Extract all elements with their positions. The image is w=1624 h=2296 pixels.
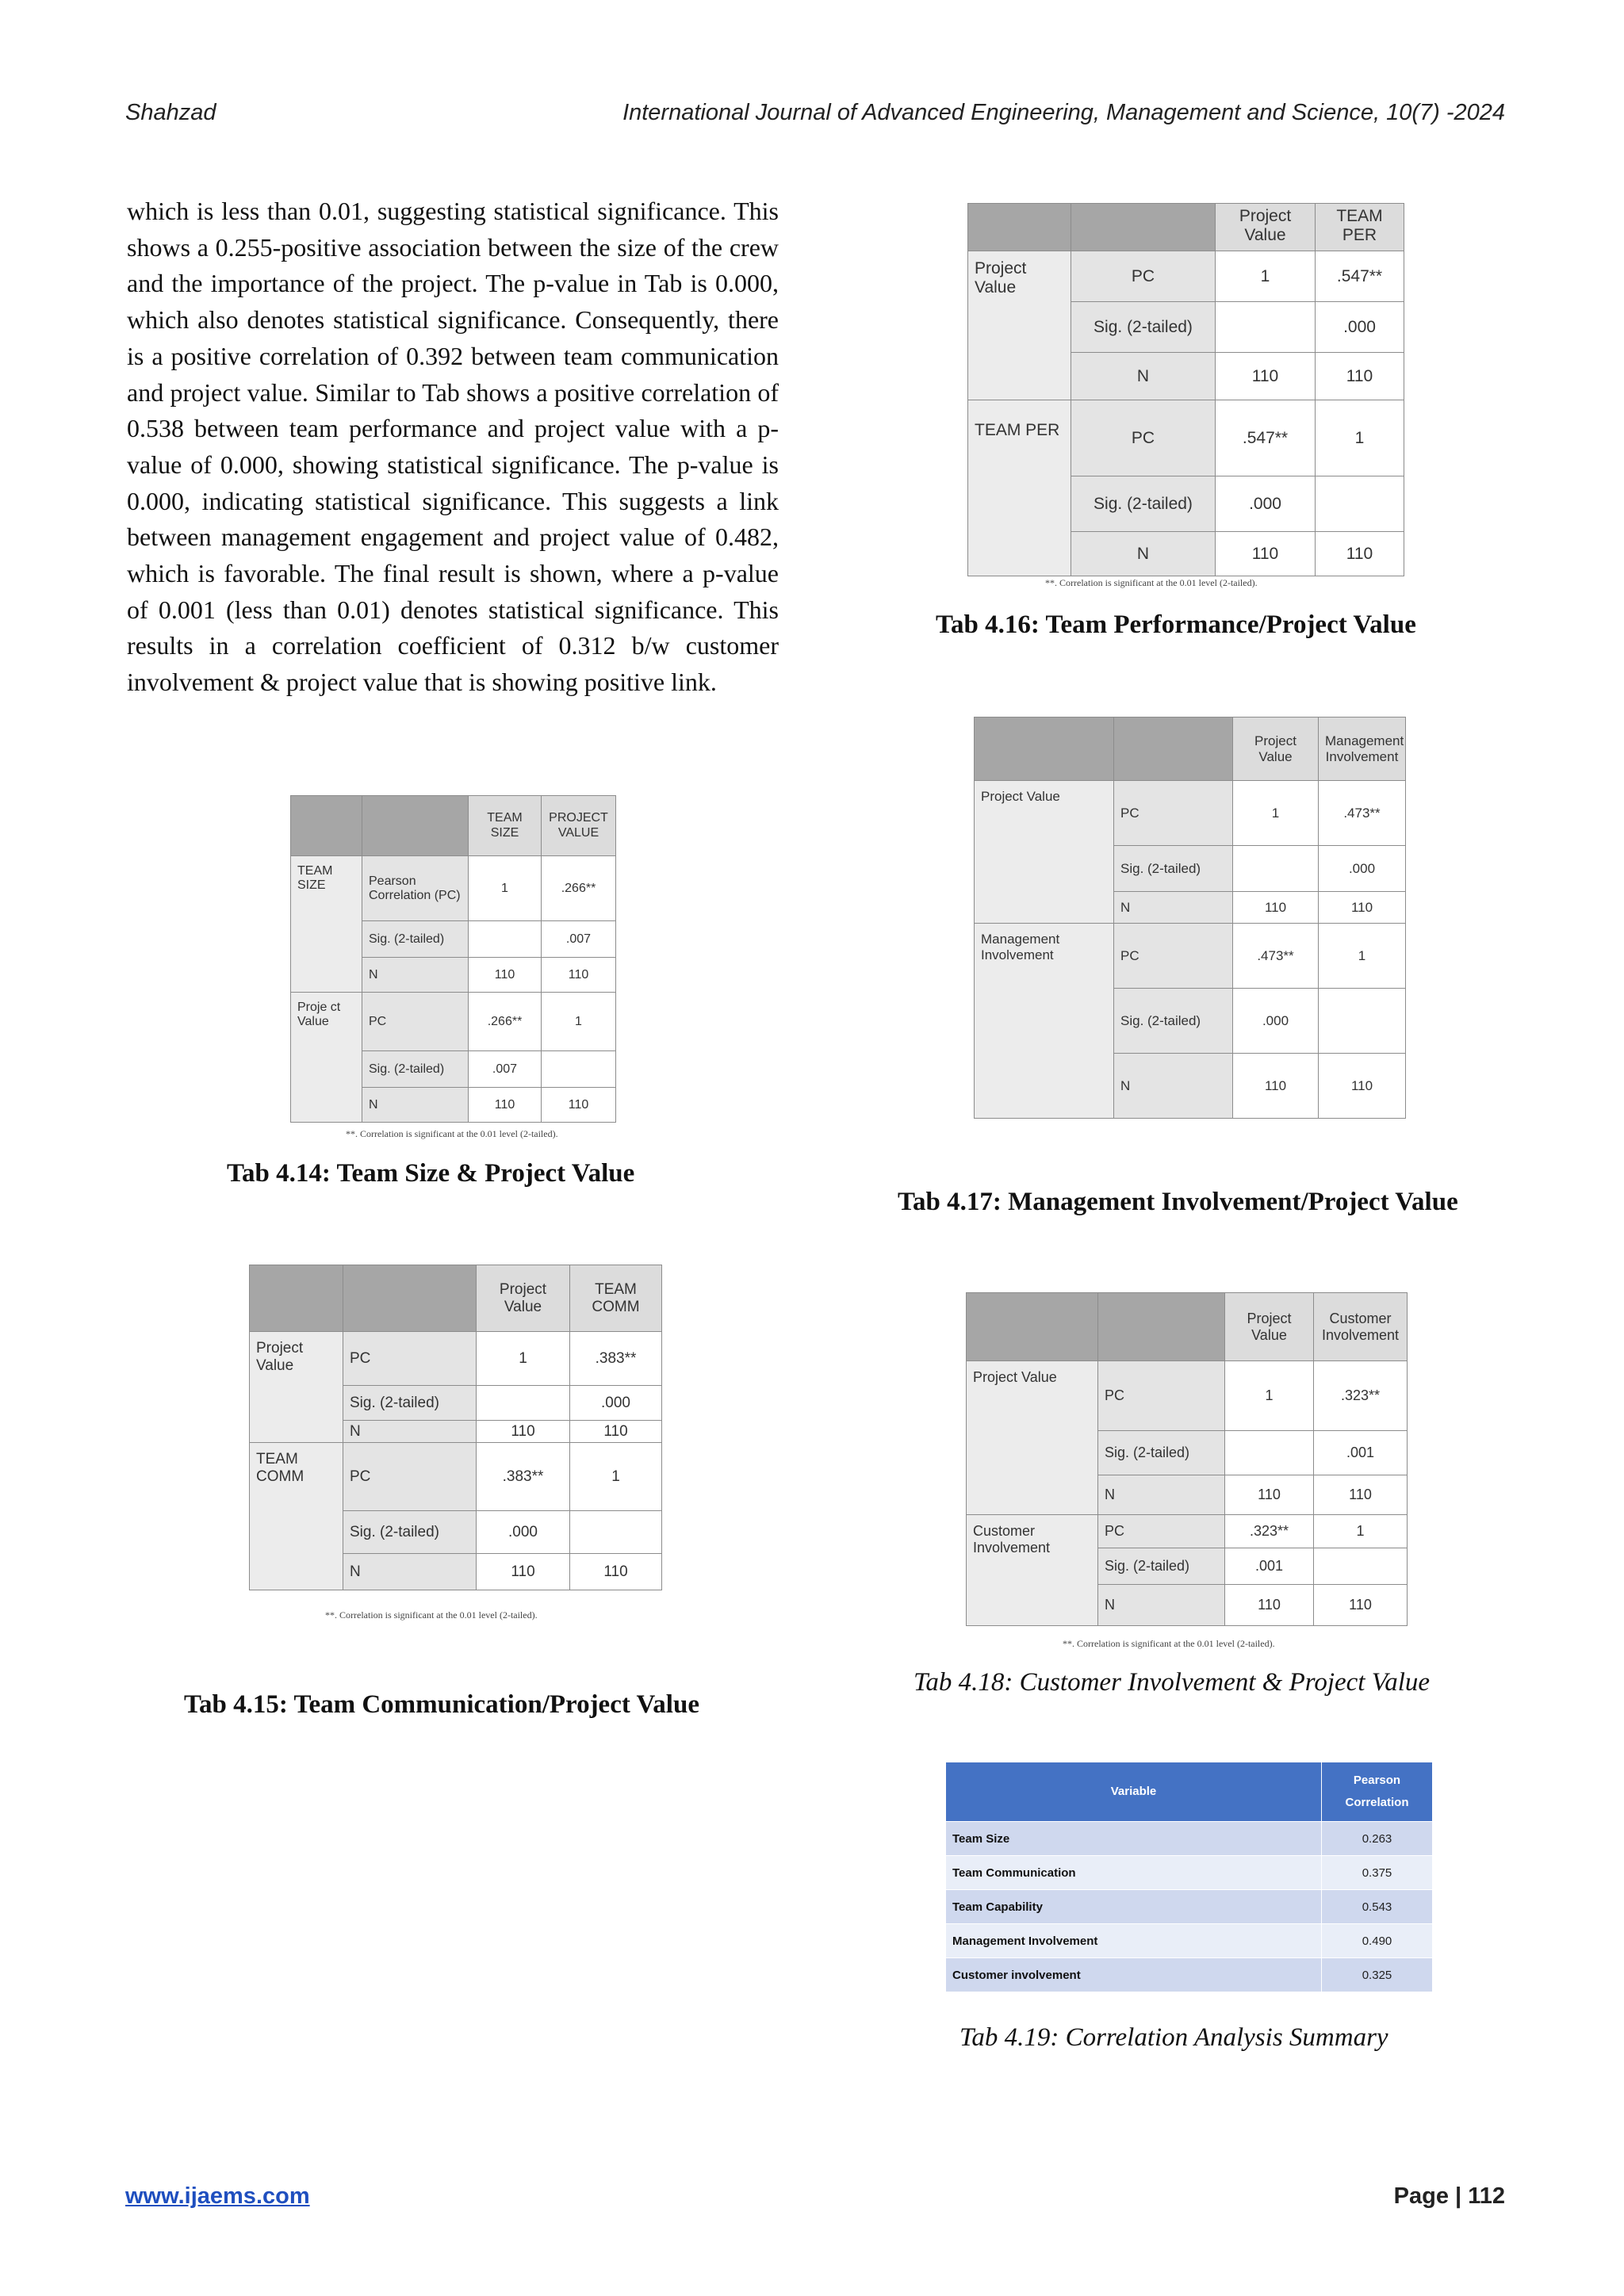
stat-label: N — [362, 958, 469, 993]
correlation-value: 0.325 — [1322, 1958, 1433, 1992]
correlation-value: 0.543 — [1322, 1890, 1433, 1924]
stat-label: Sig. (2-tailed) — [1114, 989, 1233, 1054]
table-cell: 1 — [542, 993, 616, 1051]
table-cell: 110 — [542, 958, 616, 993]
table-cell: 1 — [1233, 781, 1319, 846]
table-cell: 110 — [469, 958, 542, 993]
column-header: PROJECT VALUE — [542, 796, 616, 856]
column-header: TEAM PER — [1316, 204, 1404, 251]
header-corner — [967, 1293, 1098, 1361]
stat-label: N — [1114, 892, 1233, 924]
table-cell: .007 — [542, 921, 616, 958]
header-corner — [250, 1265, 343, 1332]
table-cell: 110 — [1216, 532, 1316, 576]
table-cell: .000 — [1319, 846, 1406, 892]
table-cell: .547** — [1216, 400, 1316, 476]
stat-label: PC — [343, 1332, 477, 1386]
table-cell: .383** — [477, 1443, 570, 1511]
variable-name: Customer involvement — [946, 1958, 1322, 1992]
stat-label: PC — [343, 1443, 477, 1511]
column-header: TEAM COMM — [570, 1265, 662, 1332]
table-cell: .007 — [469, 1051, 542, 1088]
stat-label: Sig. (2-tailed) — [1098, 1548, 1225, 1585]
running-head-journal: International Journal of Advanced Engineering, Management and Science, 10(7) -2024 — [622, 100, 1505, 125]
table-4-14 — [290, 795, 616, 1123]
page-number: Page | 112 — [1393, 2183, 1505, 2209]
table-cell: 110 — [1314, 1475, 1408, 1515]
row-label: Proje ct Value — [291, 993, 362, 1123]
stat-label: N — [1098, 1475, 1225, 1515]
table-cell: .323** — [1225, 1515, 1314, 1548]
table-cell — [570, 1511, 662, 1554]
table-cell: 110 — [1319, 892, 1406, 924]
table-4-16 — [967, 203, 1404, 576]
stat-label: N — [1071, 532, 1216, 576]
table-cell — [477, 1386, 570, 1421]
stat-label: Sig. (2-tailed) — [1114, 846, 1233, 892]
column-header: Management Involvement — [1319, 718, 1406, 781]
table-cell: 110 — [542, 1088, 616, 1123]
stat-label: Pearson Correlation (PC) — [362, 856, 469, 921]
table-cell: .000 — [477, 1511, 570, 1554]
table-4-18 — [966, 1292, 1408, 1626]
header-corner — [1071, 204, 1216, 251]
column-header: Variable — [946, 1762, 1322, 1822]
variable-name: Team Size — [946, 1822, 1322, 1856]
header-corner — [1114, 718, 1233, 781]
column-header: Project Value — [1216, 204, 1316, 251]
row-label: TEAM COMM — [250, 1443, 343, 1590]
table-cell: 110 — [1216, 353, 1316, 400]
table-row — [946, 1958, 1433, 1992]
table-cell: 110 — [469, 1088, 542, 1123]
table-row — [946, 1856, 1433, 1890]
table-cell: 110 — [1316, 353, 1404, 400]
correlation-value: 0.263 — [1322, 1822, 1433, 1856]
table-cell: 110 — [1316, 532, 1404, 576]
table-cell: 110 — [570, 1554, 662, 1590]
column-header: TEAM SIZE — [469, 796, 542, 856]
variable-name: Management Involvement — [946, 1924, 1322, 1958]
stat-label: Sig. (2-tailed) — [1071, 302, 1216, 353]
table-caption: Tab 4.17: Management Involvement/Project Value — [898, 1188, 1458, 1216]
table-caption: Tab 4.19: Correlation Analysis Summary — [959, 2023, 1388, 2052]
table-cell: 110 — [1233, 892, 1319, 924]
table-cell — [1233, 846, 1319, 892]
table-cell: 110 — [1225, 1585, 1314, 1626]
column-header: Project Value — [477, 1265, 570, 1332]
table-row — [946, 1822, 1433, 1856]
table-cell: .323** — [1314, 1361, 1408, 1431]
table-cell — [542, 1051, 616, 1088]
table-cell: 110 — [1225, 1475, 1314, 1515]
table-cell — [469, 921, 542, 958]
table-row — [946, 1890, 1433, 1924]
stat-label: Sig. (2-tailed) — [1071, 476, 1216, 532]
table-cell: .473** — [1319, 781, 1406, 846]
stat-label: N — [1098, 1585, 1225, 1626]
header-corner — [968, 204, 1071, 251]
table-caption: Tab 4.18: Customer Involvement & Project Value — [914, 1668, 1431, 1697]
table-caption: Tab 4.16: Team Performance/Project Value — [936, 610, 1416, 639]
header-corner — [343, 1265, 477, 1332]
stat-label: Sig. (2-tailed) — [362, 921, 469, 958]
table-cell: 110 — [570, 1421, 662, 1443]
table-cell — [1314, 1548, 1408, 1585]
table-row — [946, 1924, 1433, 1958]
table-cell: 110 — [1233, 1054, 1319, 1119]
correlation-value: 0.490 — [1322, 1924, 1433, 1958]
table-cell: .001 — [1314, 1431, 1408, 1475]
stat-label: PC — [1114, 781, 1233, 846]
table-cell: .000 — [570, 1386, 662, 1421]
header-corner — [975, 718, 1114, 781]
row-label: Project Value — [968, 251, 1071, 400]
table-cell: 1 — [477, 1332, 570, 1386]
table-cell: .000 — [1233, 989, 1319, 1054]
row-label: Project Value — [975, 781, 1114, 924]
table-cell: .383** — [570, 1332, 662, 1386]
stat-label: Sig. (2-tailed) — [1098, 1431, 1225, 1475]
table-cell: 110 — [477, 1554, 570, 1590]
stat-label: N — [1114, 1054, 1233, 1119]
header-corner — [291, 796, 362, 856]
column-header: Project Value — [1225, 1293, 1314, 1361]
stat-label: PC — [1071, 400, 1216, 476]
table-footnote: **. Correlation is significant at the 0.01 level (2-tailed). — [346, 1128, 558, 1139]
stat-label: PC — [1098, 1361, 1225, 1431]
stat-label: Sig. (2-tailed) — [343, 1386, 477, 1421]
table-cell: .473** — [1233, 924, 1319, 989]
table-cell: .000 — [1316, 302, 1404, 353]
table-4-15 — [249, 1265, 662, 1590]
table-cell: 1 — [1225, 1361, 1314, 1431]
stat-label: Sig. (2-tailed) — [343, 1511, 477, 1554]
table-footnote: **. Correlation is significant at the 0.01 level (2-tailed). — [1063, 1638, 1275, 1649]
body-paragraph — [127, 193, 779, 701]
table-cell — [1316, 476, 1404, 532]
variable-name: Team Capability — [946, 1890, 1322, 1924]
stat-label: PC — [362, 993, 469, 1051]
header-corner — [362, 796, 469, 856]
row-label: TEAM SIZE — [291, 856, 362, 993]
journal-website-link[interactable]: www.ijaems.com — [125, 2183, 310, 2209]
stat-label: N — [362, 1088, 469, 1123]
table-4-17 — [974, 717, 1406, 1119]
table-cell: 1 — [1319, 924, 1406, 989]
variable-name: Team Communication — [946, 1856, 1322, 1890]
table-footnote: **. Correlation is significant at the 0.01 level (2-tailed). — [325, 1609, 538, 1621]
stat-label: N — [343, 1421, 477, 1443]
stat-label: N — [343, 1554, 477, 1590]
column-header: Pearson Correlation — [1322, 1762, 1433, 1822]
paragraph-text: which is less than 0.01, suggesting statistical significance. This shows a 0.255-positive association between the size of the crew and the importance of the project. The p-value in Tab is 0.000, which also denotes statistical significance. Consequently, there is a positive correlation of 0.392 between team communication and project value. Similar to Tab shows a positive correlation of 0.538 between team performance and project value with a p-value of 0.000, showing statistical significance. The p-value is 0.000, indicating statistical significance. This suggests a link between management engagement and project value of 0.482, which is favorable. The final result is shown, where a p-value of 0.001 (less than 0.01) denotes statistical significance. This results in a correlation coefficient of 0.312 b/w customer involvement & project value that is showing positive link. — [127, 197, 779, 697]
table-4-19 — [945, 1762, 1433, 1992]
stat-label: PC — [1098, 1515, 1225, 1548]
table-cell: 1 — [570, 1443, 662, 1511]
table-cell — [1216, 302, 1316, 353]
table-footnote: **. Correlation is significant at the 0.01 level (2-tailed). — [1045, 577, 1258, 588]
table-cell: .547** — [1316, 251, 1404, 302]
column-header: Project Value — [1233, 718, 1319, 781]
running-head-author: Shahzad — [125, 100, 216, 125]
header-corner — [1098, 1293, 1225, 1361]
table-cell: .000 — [1216, 476, 1316, 532]
table-cell — [1225, 1431, 1314, 1475]
table-cell: 1 — [1316, 400, 1404, 476]
table-cell: 1 — [469, 856, 542, 921]
stat-label: Sig. (2-tailed) — [362, 1051, 469, 1088]
table-cell: .266** — [469, 993, 542, 1051]
table-cell: 1 — [1314, 1515, 1408, 1548]
table-cell: .266** — [542, 856, 616, 921]
table-caption: Tab 4.15: Team Communication/Project Value — [184, 1690, 699, 1719]
row-label: Management Involvement — [975, 924, 1114, 1119]
row-label: Customer Involvement — [967, 1515, 1098, 1626]
table-cell: .001 — [1225, 1548, 1314, 1585]
table-cell: 110 — [1319, 1054, 1406, 1119]
table-caption: Tab 4.14: Team Size & Project Value — [227, 1159, 635, 1188]
row-label: Project Value — [250, 1332, 343, 1443]
table-cell — [1319, 989, 1406, 1054]
stat-label: PC — [1071, 251, 1216, 302]
table-cell: 1 — [1216, 251, 1316, 302]
row-label: Project Value — [967, 1361, 1098, 1515]
column-header: Customer Involvement — [1314, 1293, 1408, 1361]
table-cell: 110 — [477, 1421, 570, 1443]
stat-label: N — [1071, 353, 1216, 400]
table-cell: 110 — [1314, 1585, 1408, 1626]
stat-label: PC — [1114, 924, 1233, 989]
row-label: TEAM PER — [968, 400, 1071, 576]
correlation-value: 0.375 — [1322, 1856, 1433, 1890]
